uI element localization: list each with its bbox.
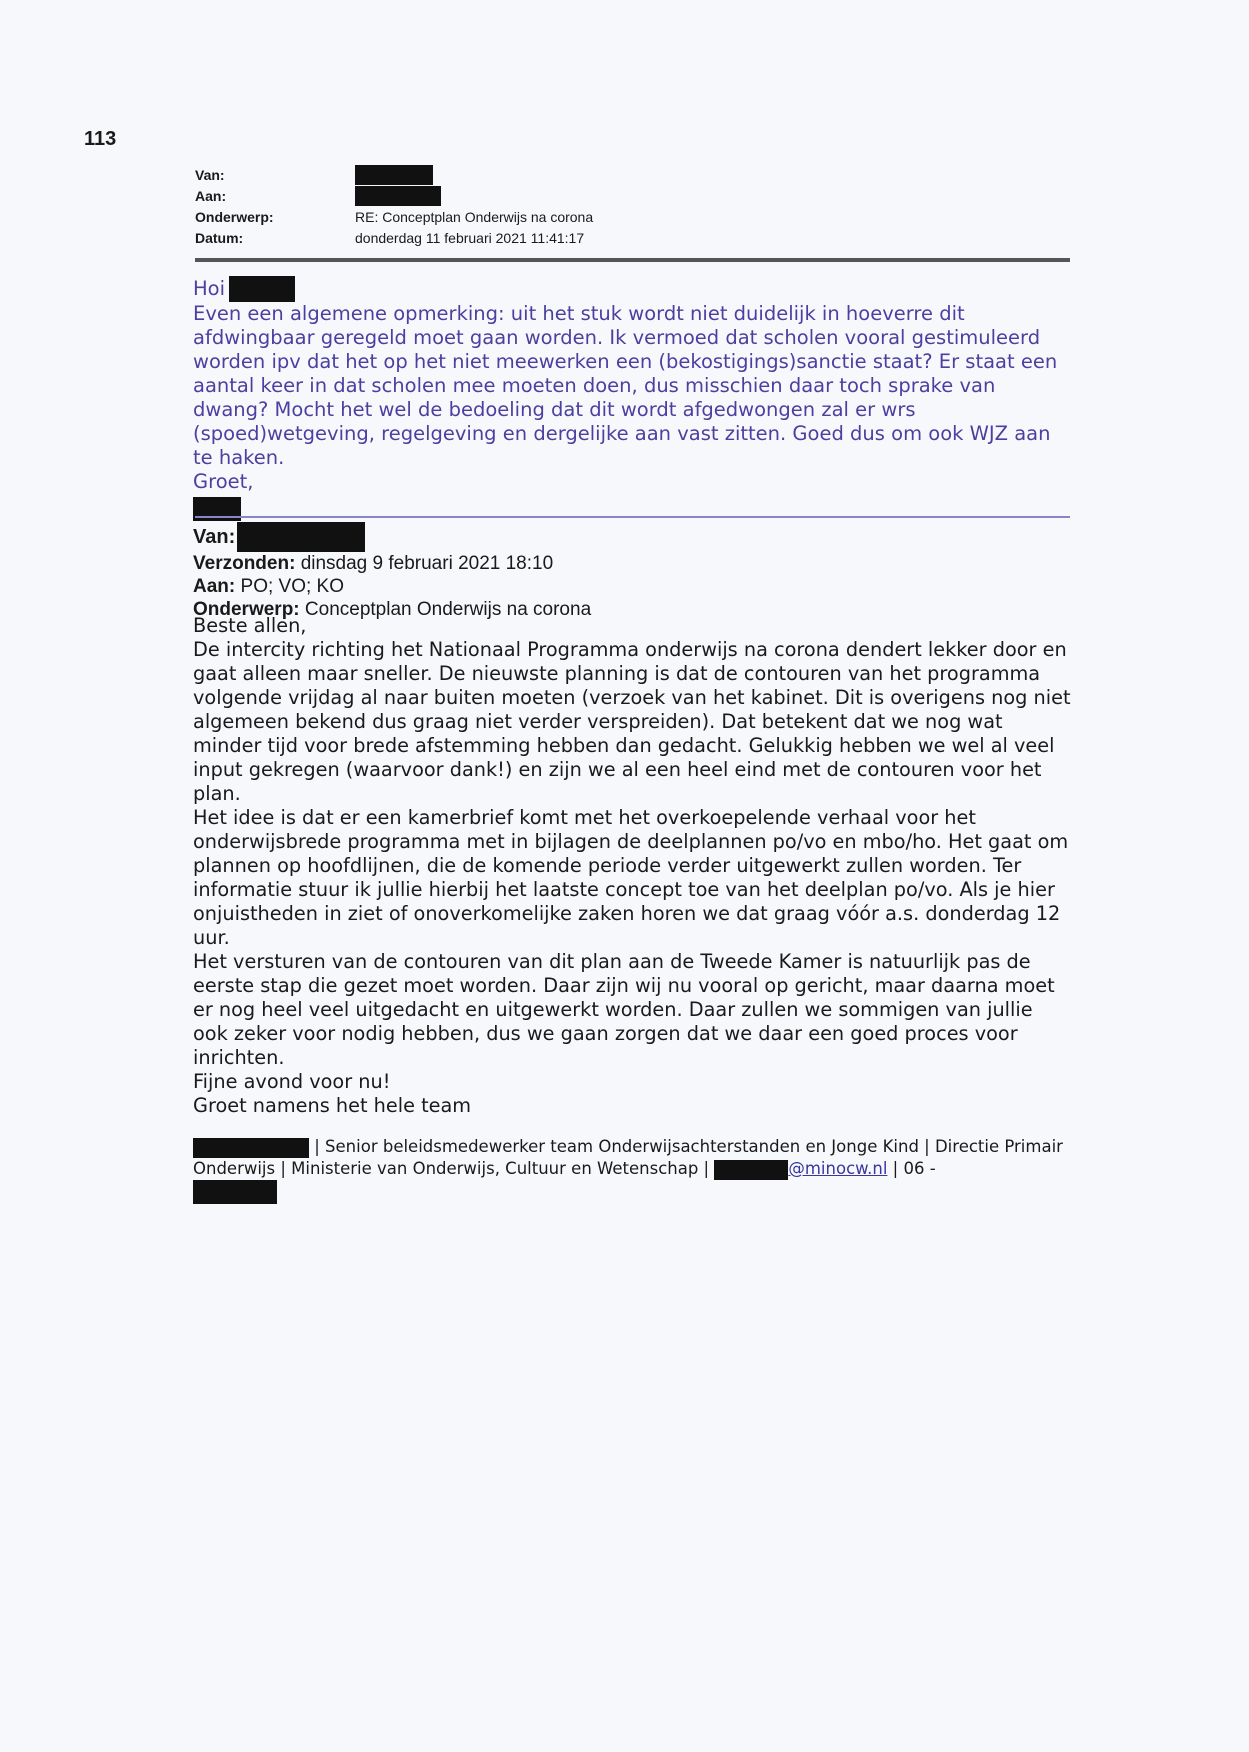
- datum-label: Datum:: [195, 229, 244, 246]
- reply-greeting: [193, 276, 1073, 302]
- page-number: 113: [84, 128, 117, 150]
- greeting-text: Hoi: [193, 277, 226, 300]
- redaction-box: [355, 165, 433, 185]
- original-van-label: Van:: [193, 525, 236, 548]
- quote-divider: [195, 516, 1070, 518]
- header-row-aan: [195, 185, 1075, 206]
- redaction-box: [229, 276, 295, 302]
- email-header: [195, 164, 1075, 248]
- onderwerp-label: Onderwerp:: [195, 208, 274, 225]
- original-aan-value: PO; VO; KO: [240, 576, 344, 597]
- redaction-box: [714, 1160, 788, 1180]
- original-message-body: [193, 614, 1073, 1118]
- redaction-box: [193, 1138, 309, 1158]
- datum-value: donderdag 11 februari 2021 11:41:17: [355, 229, 585, 246]
- header-divider: [195, 258, 1070, 262]
- signature-phone: | 06 -: [892, 1159, 936, 1178]
- salutation: Beste allen,: [193, 614, 307, 637]
- reply-closing: Groet,: [193, 470, 254, 493]
- aan-label: Aan:: [195, 187, 227, 204]
- header-row-van: [195, 164, 1075, 185]
- original-aan-row: [193, 575, 1073, 598]
- redaction-box: [193, 1180, 277, 1204]
- original-message-header: [193, 522, 1073, 621]
- original-onderwerp-label: Onderwerp:: [193, 599, 300, 620]
- closing-line-2: Groet namens het hele team: [193, 1094, 472, 1117]
- paragraph-1: De intercity richting het Nationaal Programma onderwijs na corona dendert lekker door en gaat alleen maar sneller. De nieuwste planning is dat de contouren van het programma volgende vrijdag al naar buiten moeten (verzoek van het kabinet. Dit is overigens nog niet algemeen bekend dus graag niet verder verspreiden). Dat betekent dat we nog wat minder tijd voor brede afstemming hebben dan gedacht. Gelukkig hebben we wel al veel input gekregen (waarvoor dank!) en zijn we al een heel eind met de contouren voor het plan.: [193, 638, 1071, 805]
- email-link[interactable]: @minocw.nl: [788, 1159, 888, 1178]
- onderwerp-value: RE: Conceptplan Onderwijs na corona: [355, 208, 594, 225]
- signature-text: | Senior beleidsmedewerker team Onderwijsachterstanden en Jonge Kind | Directie Primair Onderwijs | Ministerie van Onderwijs, Cultuur en Wetenschap |: [193, 1137, 1063, 1178]
- reply-body: Even een algemene opmerking: uit het stuk wordt niet duidelijk in hoeverre dit afdwingbaar geregeld moet gaan worden. Ik vermoed dat scholen vooral gestimuleerd worden ipv dat het op het niet meewerken een (bekostigings)sanctie staat? Er staat een aantal keer in dat scholen mee moeten doen, dus misschien daar toch sprake van dwang? Mocht het wel de bedoeling dat dit wordt afgedwongen zal er wrs (spoed)wetgeving, regelgeving en dergelijke aan vast zitten. Goed dus om ook WJZ aan te haken.: [193, 302, 1058, 469]
- redaction-box: [237, 522, 365, 552]
- original-from-row: [193, 522, 1073, 552]
- email-signature: [193, 1136, 1073, 1204]
- reply-message: [193, 276, 1073, 521]
- paragraph-2: Het idee is dat er een kamerbrief komt met het overkoepelende verhaal voor het onderwijsbrede programma met in bijlagen de deelplannen po/vo en mbo/ho. Het gaat om plannen op hoofdlijnen, die de komende periode verder uitgewerkt zullen worden. Ter informatie stuur ik jullie hierbij het laatste concept toe van het deelplan po/vo. Als je hier onjuistheden in ziet of onoverkomelijke zaken horen we dat graag vóór a.s. donderdag 12 uur.: [193, 806, 1069, 949]
- verzonden-label: Verzonden:: [193, 553, 296, 574]
- header-row-datum: [195, 227, 1075, 248]
- original-onderwerp-value: Conceptplan Onderwijs na corona: [304, 599, 592, 620]
- van-label: Van:: [195, 166, 225, 183]
- verzonden-value: dinsdag 9 februari 2021 18:10: [300, 553, 554, 574]
- paragraph-3: Het versturen van de contouren van dit plan aan de Tweede Kamer is natuurlijk pas de eerste stap die gezet moet worden. Daar zijn wij nu vooral op gericht, maar daarna moet er nog heel veel uitgedacht en uitgewerkt worden. Daar zullen we sommigen van jullie ook zeker voor nodig hebben, dus we gaan zorgen dat we daar een goed proces voor inrichten.: [193, 950, 1055, 1069]
- header-row-onderwerp: [195, 206, 1075, 227]
- original-aan-label: Aan:: [193, 576, 236, 597]
- redaction-box: [355, 186, 441, 206]
- closing-line-1: Fijne avond voor nu!: [193, 1070, 391, 1093]
- original-verzonden-row: [193, 552, 1073, 575]
